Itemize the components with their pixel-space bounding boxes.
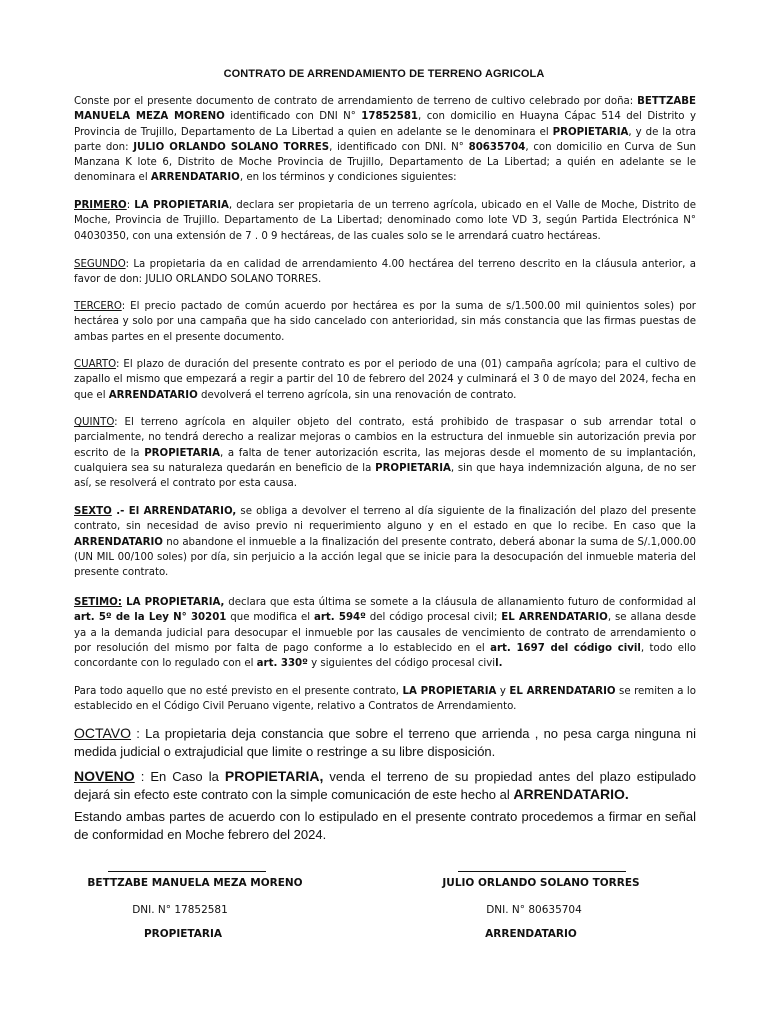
text-run: identificado con DNI N° xyxy=(224,111,362,123)
text-run: : El terreno agrícola en alquiler objeto del contrato, está prohibido de traspasar o sub arrendar total o parcialmente, no tendrá derecho a realizar mejoras o cambios en la estructura del inmueble sin autorización previa por escrito de la xyxy=(74,417,696,459)
text-run: art. 1697 del código civil xyxy=(490,642,641,654)
signatory-role-left: PROPIETARIA xyxy=(143,928,223,940)
text-run: QUINTO xyxy=(74,417,115,428)
clause-segundo xyxy=(74,257,696,288)
signature-line-left xyxy=(108,871,266,872)
signature-line-right xyxy=(458,871,626,872)
text-run: : El plazo de duración del presente contrato es por el periodo de una (01) campaña agrícola; para el cultivo de zapallo el mismo que empezará a regir a partir del 10 de febrero del 2024 y culminará el 3 0 de mayo del 2024, fecha en que el xyxy=(74,359,696,401)
document-title: CONTRATO DE ARRENDAMIENTO DE TERRENO AGRICOLA xyxy=(223,68,545,80)
text-run: LA PROPIETARIA, xyxy=(121,597,225,608)
text-run: ARRENDATARIO xyxy=(74,536,163,548)
text-run: y xyxy=(496,686,510,697)
text-run: PROPIETARIA, xyxy=(224,768,324,784)
text-run: , se allana desde ya a la demanda judicial para desocupar el inmueble por las causales de vencimiento de contrato de arrendamiento o por resolución del mismo por falta de pago conforme a lo establecido en el xyxy=(74,612,696,654)
text-run: CUARTO xyxy=(74,359,116,370)
text-run: : El precio pactado de común acuerdo por hectárea es por la suma de s/1.500.00 mil quinientos soles) por hectárea y solo por una campaña que ha sido cancelado con anterioridad, sin más constancia que las firmas puestas de ambas partes en el presente documento. xyxy=(74,301,696,343)
text-run: , identificado con DNI. N° xyxy=(329,141,469,153)
text-run: l. xyxy=(495,658,503,670)
signatory-name-left: BETTZABE MANUELA MEZA MORENO xyxy=(87,877,303,889)
text-run: PRIMERO xyxy=(74,200,127,211)
text-run: EL ARRENDATARIO xyxy=(509,686,616,697)
clause-noveno xyxy=(74,768,696,803)
text-run: y siguientes del código procesal civi xyxy=(307,658,496,670)
text-run: del código procesal civil; xyxy=(365,612,502,624)
text-run: .- xyxy=(111,506,129,517)
text-run: devolverá el terreno agrícola, sin una renovación de contrato. xyxy=(197,389,517,401)
text-run: que modifica el xyxy=(226,612,315,624)
text-run: Conste por el presente documento de contrato de arrendamiento de terreno de cultivo celebrado por doña: xyxy=(74,96,638,107)
text-run: : La propietaria deja constancia que sobre el terreno que arrienda , no pesa carga ninguna ni medida judicial o extrajudicial que limite o restringe a su libre disposición. xyxy=(74,726,696,759)
text-run: Estando ambas partes de acuerdo con lo estipulado en el presente contrato procedemos a firmar en señal de conformidad en Moche febrero del 2024. xyxy=(74,809,696,842)
text-run: , con domicilio en Curva de Sun Manzana K lote 6, Distrito de Moche Provincia de Trujillo, Departamento de La Libertad; a quién en adelante se le denominara el xyxy=(74,141,696,184)
clause-sexto xyxy=(74,504,696,580)
text-run: , con domicilio en Huayna Cápac 514 del Distrito y Provincia de Trujillo, Departamento de La Libertad a quien en adelante se le denominara el xyxy=(74,111,697,138)
clause-cuarto xyxy=(74,357,696,403)
signatory-role-right: ARRENDATARIO xyxy=(485,928,577,940)
text-run: Para todo aquello que no esté previsto en el presente contrato, xyxy=(74,686,403,697)
text-run: PROPIETARIA xyxy=(144,447,220,459)
intro-paragraph xyxy=(74,94,696,186)
clause-setimo xyxy=(74,595,696,671)
text-run: ARRENDATARIO. xyxy=(513,785,629,802)
text-run: EL ARRENDATARIO xyxy=(501,612,608,624)
text-run: , sin que haya indemnización alguna, de no ser así, se resolverá el contrato por esta causa. xyxy=(74,462,696,490)
text-run: , y de la otra parte don: xyxy=(74,126,697,153)
text-run: se remiten a lo establecido en el Código Civil Peruano vigente, relativo a Contratos de Arrendamiento. xyxy=(74,686,697,713)
text-run: , declara ser propietaria de un terreno agrícola, ubicado en el Valle de Moche, Distrito de Moche, Provincia de Trujillo. Departamento de La Libertad; denominado como lote VD 3, según Partida Electrónica N° 04030350, con una extensión de 7 . 0 9 hectáreas, de las cuales solo se le arrendará cuatro hectáreas. xyxy=(74,200,697,242)
text-run: , en los términos y condiciones siguientes: xyxy=(239,172,457,184)
text-run: 17852581 xyxy=(361,111,419,123)
text-run: JULIO ORLANDO SOLANO TORRES xyxy=(133,141,330,153)
clause-primero xyxy=(74,198,696,244)
text-run: 80635704 xyxy=(468,141,526,153)
text-run: PROPIETARIA xyxy=(552,126,629,138)
signatory-name-right: JULIO ORLANDO SOLANO TORRES xyxy=(442,877,640,889)
clause-tercero xyxy=(74,299,696,345)
signatory-dni-right: DNI. N° 80635704 xyxy=(486,904,582,916)
text-run: declara que esta última se somete a la cláusula de allanamiento futuro de conformidad al xyxy=(224,597,697,608)
text-run: : En Caso la xyxy=(134,769,225,784)
text-run: se obliga a devolver el terreno al día siguiente de la finalización del plazo del presente contrato, sin necesidad de aviso previo ni requerimiento alguno y en el estado en que lo recibe. En caso que la xyxy=(74,506,696,533)
text-run: NOVENO xyxy=(74,768,135,784)
general-provisions-paragraph xyxy=(74,684,696,715)
text-run: PROPIETARIA xyxy=(375,462,451,474)
text-run: OCTAVO xyxy=(74,725,132,741)
text-run: art. 594º xyxy=(314,612,366,624)
text-run: venda el terreno de su propiedad antes del plazo estipulado dejará sin efecto este contrato con la simple comunicación de este hecho al xyxy=(74,769,697,802)
text-run: art. 5º de la Ley N° 30201 xyxy=(74,612,227,624)
text-run: : La propietaria da en calidad de arrendamiento 4.00 hectárea del terreno descrito en la cláusula anterior, a favor de don: JULIO ORLANDO SOLANO TORRES. xyxy=(74,259,696,286)
text-run: LA PROPIETARIA xyxy=(134,200,229,211)
clause-octavo xyxy=(74,725,696,760)
text-run: SEGUNDO xyxy=(74,259,126,270)
text-run: , a falta de tener autorización escrita, las mejoras desde el momento de su implantación, cualquiera sea su naturaleza quedarán en beneficio de la xyxy=(74,447,696,474)
text-run: LA PROPIETARIA xyxy=(402,686,497,697)
text-run: SETIMO: xyxy=(74,597,122,608)
signatory-dni-left: DNI. N° 17852581 xyxy=(132,904,228,916)
closing-paragraph xyxy=(74,808,696,843)
text-run: art. 330º xyxy=(256,658,308,670)
text-run: ARRENDATARIO xyxy=(108,389,198,401)
text-run: : xyxy=(126,200,135,211)
text-run: no abandone el inmueble a la finalización del presente contrato, deberá abonar la suma de S/.1,000.00 (UN MIL 00/100 soles) por día, sin perjuicio a la acción legal que se inicie para la desocupación del inmueble materia del presente contrato. xyxy=(74,536,696,579)
text-run: ARRENDATARIO xyxy=(150,172,240,184)
text-run: TERCERO xyxy=(74,301,122,312)
text-run: BETTZABE MANUELA MEZA MORENO xyxy=(74,96,696,123)
text-run: El ARRENDATARIO, xyxy=(128,506,237,517)
text-run: SEXTO xyxy=(74,506,112,517)
clause-quinto xyxy=(74,415,696,491)
text-run: , todo ello concordante con lo regulado con el xyxy=(74,642,696,670)
